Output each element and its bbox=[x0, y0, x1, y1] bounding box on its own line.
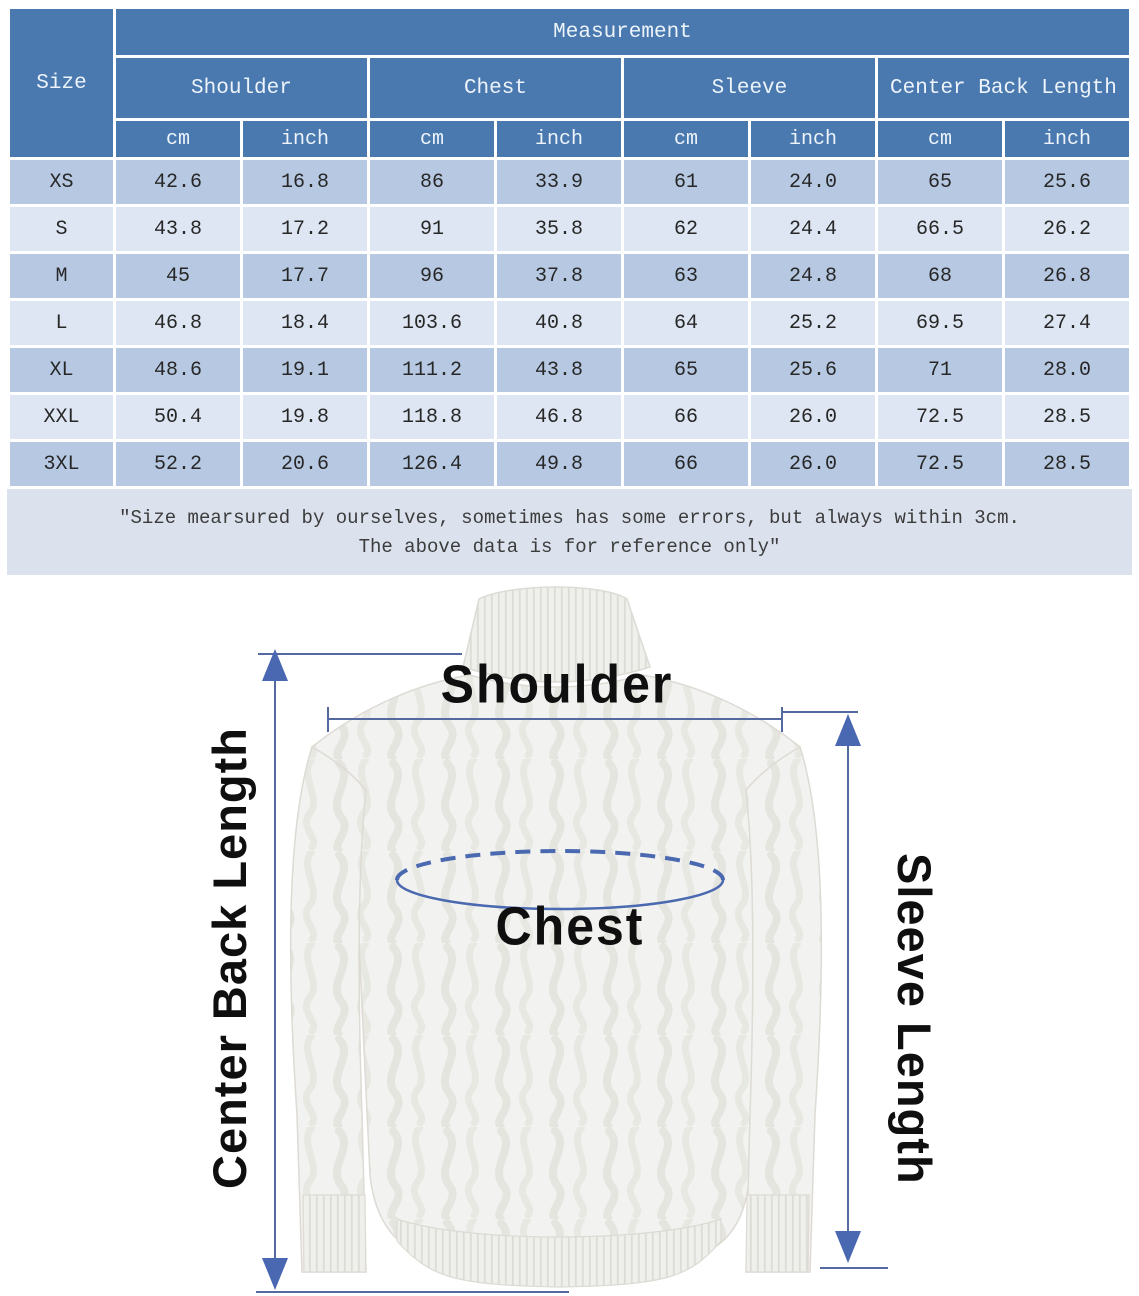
size-cell: XL bbox=[10, 348, 113, 392]
value-cell: 50.4 bbox=[116, 395, 240, 439]
value-cell: 66 bbox=[624, 442, 748, 486]
value-cell: 26.0 bbox=[751, 395, 875, 439]
size-header-cell: Size bbox=[10, 9, 113, 157]
value-cell: 19.1 bbox=[243, 348, 367, 392]
table-row bbox=[10, 254, 1129, 298]
value-cell: 24.4 bbox=[751, 207, 875, 251]
value-cell: 48.6 bbox=[116, 348, 240, 392]
value-cell: 26.0 bbox=[751, 442, 875, 486]
measurement-header-cell: Measurement bbox=[116, 9, 1129, 55]
value-cell: 40.8 bbox=[497, 301, 621, 345]
size-cell: M bbox=[10, 254, 113, 298]
unit-header-cell: inch bbox=[497, 121, 621, 157]
table-row bbox=[10, 395, 1129, 439]
shoulder-label: Shoulder bbox=[440, 653, 674, 715]
value-cell: 20.6 bbox=[243, 442, 367, 486]
value-cell: 69.5 bbox=[878, 301, 1002, 345]
value-cell: 37.8 bbox=[497, 254, 621, 298]
table-row bbox=[10, 160, 1129, 204]
value-cell: 72.5 bbox=[878, 395, 1002, 439]
value-cell: 19.8 bbox=[243, 395, 367, 439]
value-cell: 28.0 bbox=[1005, 348, 1129, 392]
value-cell: 18.4 bbox=[243, 301, 367, 345]
size-cell: 3XL bbox=[10, 442, 113, 486]
size-note bbox=[7, 489, 1132, 575]
unit-header-cell: cm bbox=[878, 121, 1002, 157]
value-cell: 52.2 bbox=[116, 442, 240, 486]
center-back-length-label: Center Back Length bbox=[203, 727, 256, 1189]
sleeve-length-label: Sleeve Length bbox=[888, 853, 941, 1185]
note-line-2: The above data is for reference only″ bbox=[358, 535, 781, 558]
group-header-center-back-length: Center Back Length bbox=[878, 58, 1129, 118]
value-cell: 49.8 bbox=[497, 442, 621, 486]
size-chart-table bbox=[7, 6, 1132, 489]
value-cell: 71 bbox=[878, 348, 1002, 392]
value-cell: 65 bbox=[878, 160, 1002, 204]
value-cell: 86 bbox=[370, 160, 494, 204]
value-cell: 64 bbox=[624, 301, 748, 345]
value-cell: 66.5 bbox=[878, 207, 1002, 251]
unit-header-cell: inch bbox=[243, 121, 367, 157]
value-cell: 91 bbox=[370, 207, 494, 251]
value-cell: 16.8 bbox=[243, 160, 367, 204]
unit-header-cell: cm bbox=[370, 121, 494, 157]
value-cell: 42.6 bbox=[116, 160, 240, 204]
size-cell: L bbox=[10, 301, 113, 345]
unit-header-cell: cm bbox=[624, 121, 748, 157]
unit-header-cell: cm bbox=[116, 121, 240, 157]
value-cell: 46.8 bbox=[116, 301, 240, 345]
value-cell: 24.8 bbox=[751, 254, 875, 298]
table-row bbox=[10, 207, 1129, 251]
value-cell: 72.5 bbox=[878, 442, 1002, 486]
value-cell: 35.8 bbox=[497, 207, 621, 251]
unit-header-cell: inch bbox=[1005, 121, 1129, 157]
value-cell: 24.0 bbox=[751, 160, 875, 204]
value-cell: 118.8 bbox=[370, 395, 494, 439]
table-row bbox=[10, 442, 1129, 486]
measurement-diagram bbox=[0, 575, 1139, 1296]
size-chart-table-section bbox=[0, 0, 1139, 489]
value-cell: 25.6 bbox=[751, 348, 875, 392]
value-cell: 17.7 bbox=[243, 254, 367, 298]
size-cell: S bbox=[10, 207, 113, 251]
chest-label: Chest bbox=[495, 895, 645, 957]
size-cell: XS bbox=[10, 160, 113, 204]
group-header-sleeve: Sleeve bbox=[624, 58, 875, 118]
value-cell: 43.8 bbox=[497, 348, 621, 392]
value-cell: 43.8 bbox=[116, 207, 240, 251]
group-header-shoulder: Shoulder bbox=[116, 58, 367, 118]
value-cell: 26.2 bbox=[1005, 207, 1129, 251]
value-cell: 61 bbox=[624, 160, 748, 204]
value-cell: 68 bbox=[878, 254, 1002, 298]
value-cell: 66 bbox=[624, 395, 748, 439]
value-cell: 96 bbox=[370, 254, 494, 298]
value-cell: 26.8 bbox=[1005, 254, 1129, 298]
table-row bbox=[10, 301, 1129, 345]
value-cell: 62 bbox=[624, 207, 748, 251]
table-row bbox=[10, 348, 1129, 392]
value-cell: 33.9 bbox=[497, 160, 621, 204]
value-cell: 65 bbox=[624, 348, 748, 392]
value-cell: 103.6 bbox=[370, 301, 494, 345]
value-cell: 25.6 bbox=[1005, 160, 1129, 204]
value-cell: 63 bbox=[624, 254, 748, 298]
size-cell: XXL bbox=[10, 395, 113, 439]
value-cell: 45 bbox=[116, 254, 240, 298]
value-cell: 28.5 bbox=[1005, 442, 1129, 486]
value-cell: 25.2 bbox=[751, 301, 875, 345]
value-cell: 17.2 bbox=[243, 207, 367, 251]
note-line-1: ″Size mearsured by ourselves, sometimes has some errors, but always within 3cm. bbox=[119, 506, 1020, 529]
value-cell: 111.2 bbox=[370, 348, 494, 392]
group-header-chest: Chest bbox=[370, 58, 621, 118]
value-cell: 46.8 bbox=[497, 395, 621, 439]
value-cell: 126.4 bbox=[370, 442, 494, 486]
unit-header-cell: inch bbox=[751, 121, 875, 157]
value-cell: 27.4 bbox=[1005, 301, 1129, 345]
value-cell: 28.5 bbox=[1005, 395, 1129, 439]
